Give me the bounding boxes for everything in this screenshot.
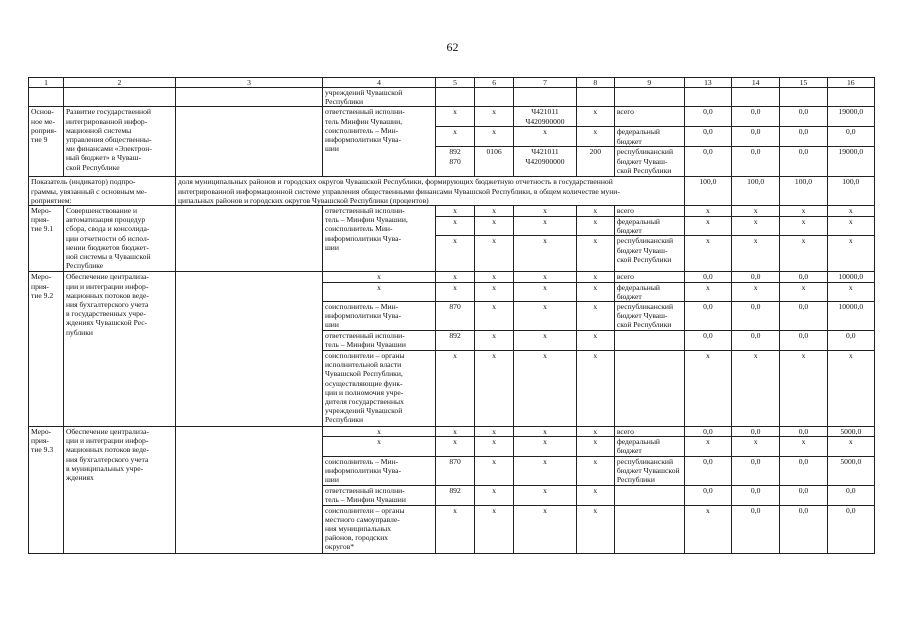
table-cell: 0,0 — [732, 331, 780, 351]
table-cell: всего — [614, 427, 684, 437]
table-cell — [614, 505, 684, 553]
table-cell: x — [827, 437, 874, 456]
table-cell: 0,0 — [732, 427, 780, 437]
table-cell: 0106 — [475, 147, 514, 177]
column-number: 5 — [436, 78, 475, 88]
table-cell: x — [827, 282, 874, 301]
table-cell: x — [436, 505, 475, 553]
table-cell: 870 — [436, 456, 475, 485]
table-row — [29, 206, 875, 217]
table-cell: всего — [614, 206, 684, 217]
table-cell: 0,0 — [780, 505, 827, 553]
table-cell: 870 — [436, 302, 475, 331]
table-cell: 0,0 — [684, 456, 731, 485]
table-cell: x — [436, 351, 475, 427]
table-cell: x — [514, 272, 577, 282]
om9-executor: ответственный исполни- тель Минфин Чувашии, соисполнитель – Мин- информполитики Чува- шии — [322, 107, 435, 177]
table-cell: 0,0 — [780, 272, 827, 282]
table-cell: x — [684, 505, 731, 553]
table-cell: x — [514, 351, 577, 427]
table-cell: 0,0 — [780, 107, 827, 127]
table-cell: республиканский бюджет Чуваш- ской Республики — [614, 147, 684, 177]
table-cell: x — [436, 427, 475, 437]
table-cell: x — [732, 351, 780, 427]
table-cell: x — [827, 206, 874, 217]
table-cell: x — [322, 437, 435, 456]
table-cell: ответственный исполни- тель – Минфин Чувашии — [322, 331, 435, 351]
table-cell: x — [576, 456, 614, 485]
table-cell: x — [514, 127, 577, 147]
table-cell: федеральный бюджет — [614, 217, 684, 236]
table-cell: всего — [614, 107, 684, 127]
table-cell: x — [576, 127, 614, 147]
table-row — [29, 272, 875, 282]
table-cell: соисполнители – органы местного самоуправле- ния муниципальных районов, городских округов* — [322, 505, 435, 553]
table-cell: 0,0 — [684, 272, 731, 282]
m91-executor: ответственный исполни- тель – Минфин Чувашии, соисполнитель Мин- информполитики Чува- шии — [322, 206, 435, 272]
table-cell: 0,0 — [732, 505, 780, 553]
table-cell — [614, 351, 684, 427]
table-cell: x — [514, 505, 577, 553]
table-cell: x — [576, 272, 614, 282]
table-cell: 0,0 — [732, 147, 780, 177]
table-row — [29, 107, 875, 127]
table-cell: x — [684, 437, 731, 456]
table-cell: соисполнитель – Мин- информполитики Чува- шии — [322, 456, 435, 485]
column-number: 15 — [780, 78, 827, 88]
table-cell: федеральный бюджет — [614, 437, 684, 456]
table-cell: ответственный исполни- тель – Минфин Чувашии — [322, 485, 435, 505]
table-cell: федеральный бюджет — [614, 127, 684, 147]
table-cell: x — [732, 217, 780, 236]
m93-code: Меро- прия- тие 9.3 — [29, 427, 64, 554]
table-cell: x — [475, 206, 514, 217]
table-cell: x — [514, 485, 577, 505]
table-cell: x — [475, 331, 514, 351]
table-cell: 0,0 — [732, 272, 780, 282]
table-cell: 0,0 — [780, 485, 827, 505]
table-cell: 10000,0 — [827, 272, 874, 282]
table-cell: 892 — [436, 485, 475, 505]
table-cell: x — [576, 282, 614, 301]
table-cell: всего — [614, 272, 684, 282]
column-number: 9 — [614, 78, 684, 88]
indicator-row — [29, 177, 875, 206]
column-number: 2 — [63, 78, 175, 88]
table-cell: x — [514, 456, 577, 485]
table-cell: x — [436, 217, 475, 236]
table-cell: x — [684, 282, 731, 301]
indicator-label: Показатель (индикатор) подпро- граммы, увязанный с основным ме- роприятием: — [29, 177, 176, 206]
column-number: 1 — [29, 78, 64, 88]
column-number: 14 — [732, 78, 780, 88]
table-cell: 0,0 — [732, 127, 780, 147]
table-cell: 0,0 — [684, 331, 731, 351]
table-cell: x — [732, 437, 780, 456]
table-cell: x — [576, 437, 614, 456]
table-cell: 0,0 — [827, 331, 874, 351]
table-cell: x — [436, 282, 475, 301]
table-cell: 0,0 — [827, 127, 874, 147]
table-cell: x — [576, 351, 614, 427]
table-cell: x — [732, 282, 780, 301]
table-cell — [614, 331, 684, 351]
table-cell: 100,0 — [732, 177, 780, 206]
m91-code: Меро- прия- тие 9.1 — [29, 206, 64, 272]
table-cell: x — [436, 272, 475, 282]
table-cell: 0,0 — [732, 456, 780, 485]
table-cell: республиканский бюджет Чуваш- ской Республики — [614, 236, 684, 272]
table-cell: x — [780, 351, 827, 427]
table-cell: x — [475, 427, 514, 437]
table-cell: x — [576, 302, 614, 331]
table-cell: x — [475, 485, 514, 505]
table-cell: x — [684, 236, 731, 272]
table-cell: x — [576, 331, 614, 351]
carryover-row — [29, 88, 875, 107]
table-cell: x — [475, 437, 514, 456]
table-cell: 0,0 — [684, 127, 731, 147]
table-cell: x — [576, 427, 614, 437]
table-cell: 100,0 — [827, 177, 874, 206]
table-cell: 0,0 — [684, 427, 731, 437]
table-cell: x — [514, 236, 577, 272]
table-cell: 19000,0 — [827, 107, 874, 127]
table-cell: 0,0 — [780, 127, 827, 147]
table-cell: x — [514, 206, 577, 217]
table-cell: x — [780, 282, 827, 301]
table-cell: Ч421011 Ч420900000 — [514, 107, 577, 127]
column-number: 6 — [475, 78, 514, 88]
table-cell: x — [576, 107, 614, 127]
table-cell: 0,0 — [780, 147, 827, 177]
table-cell: 0,0 — [684, 302, 731, 331]
table-cell: x — [576, 206, 614, 217]
column-number: 3 — [175, 78, 322, 88]
table-cell: соисполнители – органы исполнительной власти Чувашской Республики, осуществляющие функ- ции и полномочия учре- дителя государственных учреждений Чувашской Республики — [322, 351, 435, 427]
table-cell: 0,0 — [780, 331, 827, 351]
table-cell: x — [475, 505, 514, 553]
table-cell: x — [475, 107, 514, 127]
column-number: 16 — [827, 78, 874, 88]
table-cell: 100,0 — [684, 177, 731, 206]
table-cell: 5000,0 — [827, 427, 874, 437]
table-cell: республиканский бюджет Чувашской Республики — [614, 456, 684, 485]
table-cell: x — [436, 437, 475, 456]
table-row — [29, 427, 875, 437]
table-cell: x — [475, 302, 514, 331]
table-cell: x — [827, 236, 874, 272]
m91-title: Совершенствование и автоматизация процедур сбора, свода и консолида- ции отчетности об испол- нении бюджетов бюджет- ной системы в Чувашской Республике — [63, 206, 175, 272]
table-cell: 0,0 — [827, 485, 874, 505]
table-cell: x — [514, 217, 577, 236]
table-cell: x — [576, 485, 614, 505]
column-number: 13 — [684, 78, 731, 88]
table-cell: x — [322, 427, 435, 437]
table-cell: x — [436, 206, 475, 217]
table-cell: x — [322, 282, 435, 301]
table-cell: Ч421011 Ч420900000 — [514, 147, 577, 177]
table-cell: 19000,0 — [827, 147, 874, 177]
column-number: 4 — [322, 78, 435, 88]
table-cell: x — [322, 272, 435, 282]
table-cell: x — [475, 217, 514, 236]
table-cell: x — [780, 217, 827, 236]
m92-title: Обеспечение централиза- ции и интеграции инфор- мационных потоков веде- ния бухгалтерского учета в государственных учре- ждениях Чувашской Рес- публики — [63, 272, 175, 427]
table-cell: x — [436, 236, 475, 272]
table-cell: x — [780, 236, 827, 272]
table-cell: 892 — [436, 331, 475, 351]
table-cell: x — [436, 127, 475, 147]
om9-code: Основ- ное ме- роприя- тие 9 — [29, 107, 64, 177]
table-cell: 0,0 — [780, 302, 827, 331]
table-cell: x — [684, 206, 731, 217]
table-cell: x — [436, 107, 475, 127]
om9-title: Развитие государственной интегрированной инфор- мационной системы управления общественны- ми финансами «Электрон- ный бюджет» в Чуваш- ской Республике — [63, 107, 175, 177]
table-cell: x — [475, 272, 514, 282]
table-cell: 100,0 — [780, 177, 827, 206]
table-cell: 200 — [576, 147, 614, 177]
table-cell: 0,0 — [732, 107, 780, 127]
table-cell: 0,0 — [684, 107, 731, 127]
table-cell: 0,0 — [780, 427, 827, 437]
table-cell: x — [475, 282, 514, 301]
m93-title: Обеспечение централиза- ции и интеграции инфор- мационных потоков веде- ния бухгалтерского учета в муниципальных учре- ждениях — [63, 427, 175, 554]
table-cell: федеральный бюджет — [614, 282, 684, 301]
table-cell: x — [514, 302, 577, 331]
column-number-row — [29, 78, 875, 88]
table-cell: x — [475, 456, 514, 485]
table-cell: x — [475, 351, 514, 427]
table-cell: 10000,0 — [827, 302, 874, 331]
table-cell: соисполнитель – Мин- информполитики Чува- шии — [322, 302, 435, 331]
table-cell: 0,0 — [780, 456, 827, 485]
carryover-executor: учреждений Чувашской Республики — [322, 88, 435, 107]
table-cell: x — [514, 427, 577, 437]
table-cell: 0,0 — [732, 302, 780, 331]
table-cell: x — [475, 127, 514, 147]
table-cell: x — [576, 236, 614, 272]
table-cell: x — [780, 437, 827, 456]
table-cell: x — [475, 236, 514, 272]
table-cell: x — [514, 331, 577, 351]
table-cell: x — [576, 505, 614, 553]
table-cell: x — [827, 217, 874, 236]
column-number: 7 — [514, 78, 577, 88]
table-cell: x — [576, 217, 614, 236]
table-cell: x — [684, 217, 731, 236]
table-cell: 5000,0 — [827, 456, 874, 485]
table-cell: 0,0 — [684, 485, 731, 505]
table-cell: x — [514, 437, 577, 456]
column-number: 8 — [576, 78, 614, 88]
table-cell — [614, 485, 684, 505]
table-cell: x — [514, 282, 577, 301]
table-cell: x — [732, 236, 780, 272]
table-cell: 0,0 — [684, 147, 731, 177]
page-number: 62 — [446, 40, 459, 54]
indicator-text: доля муниципальных районов и городских округов Чувашской Республики, формирующих бюджетную отчетность в государственной интегрированной информационной системе управления общественными финансами Чувашской Республики, в общем количестве муни- ципальных районов и городских округов Чувашской Республики (процентов) — [175, 177, 684, 206]
table-cell: 0,0 — [827, 505, 874, 553]
table-cell: 0,0 — [732, 485, 780, 505]
program-table — [28, 77, 875, 554]
m92-code: Меро- прия- тие 9.2 — [29, 272, 64, 427]
table-cell: республиканский бюджет Чуваш- ской Республики — [614, 302, 684, 331]
table-cell: x — [684, 351, 731, 427]
table-cell: x — [780, 206, 827, 217]
table-cell: x — [732, 206, 780, 217]
table-cell: x — [827, 351, 874, 427]
table-cell: 892 870 — [436, 147, 475, 177]
